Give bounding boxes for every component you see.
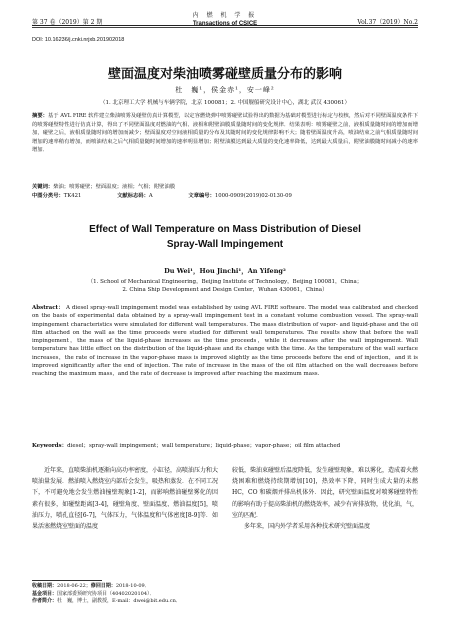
revised-label: 修回日期：	[90, 583, 116, 589]
abstract-cn	[32, 112, 418, 155]
abstract-en-label: Abstract：	[32, 305, 65, 311]
article-label: 文章编号：	[188, 193, 215, 199]
footnote-author	[32, 598, 418, 606]
doc-label: 文献标志码：	[117, 193, 149, 199]
abstract-en-text: A diesel spray-wall impingement model was established by using AVL FIRE software. The model was calibrated and checked on the basis of experimental data obtained by a spray-wall impingement test in a constant volume combustion vessel. The spray-wall impingement characteristics were simulated for different wall temperatures. The mass distribution of vapor- and liquid-phase and the oil film attached on the wall as the time proceeds were studied for different wall temperatures. The results show that before the wall impingement，the mass of the liquid-phase increases as the time proceeds，while it decreases after the wall impingement. Wall temperature has little effect on the distribution of the liquid-phase and its change with the time. As the temperature of the wall surface increases，the rate of increase in the vapor-phase mass is improved slightly as the time proceeds before the end of injection，and it is improved significantly after the end of injection. The rate of increase in the mass of the oil film attached on the wall decreases before reaching the maximum mass，and the rate of decrease is improved after reaching the maximum mass.	[32, 305, 419, 378]
abstract-cn-text: 基于 AVL FIRE 软件建立柴油喷雾及碰壁仿真计算模型，以定容燃烧弹中喷雾碰壁试验得出的数据为基础对模型进行标定与校核，然后对不同壁面温度条件下的喷雾碰壁特性进行仿真计算，得出了不同壁面温度对燃油的气相、液相和附壁油膜质量随时间的变化规律．结果表明：喷雾碰壁之前，液相质量随时间的增加而增加，碰壁之后，液相质量随时间的增加而减少；壁面温度对空间液相质量的分布及其随时间的变化规律影响不大；随着壁面温度升高，喷油结束之前气相质量随时间增加的速率稍有增加，而喷油结束之后气相质量随时间增加的速率明显增加；附壁油膜达到最大质量的变化速率降低，达到最大质量后，附壁油膜随时间减小的速率增加．	[32, 113, 418, 154]
classification-row	[32, 191, 418, 199]
keywords-cn	[32, 182, 418, 190]
keywords-en-label: Keywords：	[32, 443, 68, 449]
fund-text: 国家部委预研究协项目（40402020104）．	[57, 590, 155, 597]
keywords-en	[32, 441, 418, 449]
affiliation-en	[0, 278, 450, 295]
doc-value: A	[148, 193, 153, 199]
body-column-right	[232, 465, 418, 532]
author-label: 作者简介：	[32, 598, 58, 604]
authors-cn: 杜 巍¹，侯金赤¹，安一峰²	[175, 86, 275, 94]
volume-issue-en: Vol.37（2019）No.2	[357, 19, 418, 26]
keywords-cn-label: 关键词：	[32, 184, 54, 190]
doi: DOI: 10.16236/j.cnki.nrjxb.201902018	[32, 37, 125, 43]
clc-value: TK421	[63, 193, 82, 199]
revised-date: 2018-10-09．	[115, 583, 150, 589]
body-paragraph: 较低，柴油束碰壁后温度降低，发生碰壁现象，难以雾化，造成着火燃烧困难和燃烧持续期增加[10]，热效率下降，同时生成大量的未燃 HC，CO 和碳烟并排出机体外．因此，研究壁面温度对喷雾碰壁特性的影响有助于提高柴油机的燃烧效率，减少有害排放物，优化油，气，室的匹配．	[232, 467, 419, 519]
keywords-cn-text: 柴油；喷雾碰壁；壁面温度；液相；气相；附壁油膜	[53, 184, 176, 190]
footnotes	[32, 583, 418, 606]
title-en-line2: Spray-Wall Impingement	[166, 239, 284, 250]
affiliation-cn: （1. 北京理工大学 机械与车辆学院，北京 100081；2. 中国舰船研究设计中心，湖北 武汉 430061）	[100, 100, 350, 106]
article-value: 1000-0909(2019)02-0130-09	[214, 193, 292, 199]
page-header	[32, 10, 418, 32]
journal-name-cn: 内 燃 机 学 报	[192, 12, 258, 19]
footnote-fund	[32, 591, 418, 599]
volume-issue-cn: 第 37 卷（2019）第 2 期	[32, 19, 103, 26]
affiliation-en-line2: 2. China Ship Development and Design Center，Wuhan 430061，China）	[122, 287, 328, 294]
body-column-left	[32, 465, 218, 532]
title-en	[0, 222, 450, 252]
title-en-line1: Effect of Wall Temperature on Mass Distribution of Diesel	[89, 224, 361, 235]
footnote-rule	[32, 580, 102, 581]
clc-label: 中图分类号：	[32, 193, 64, 199]
document-code	[117, 193, 153, 199]
keywords-en-text: diesel；spray-wall impingement；wall temperature；liquid-phase；vapor-phase；oil film attached	[67, 443, 341, 449]
abstract-cn-label: 摘要：	[32, 113, 48, 119]
received-date: 2018-06-22；	[57, 583, 91, 589]
fund-label: 基金项目：	[32, 590, 58, 597]
body-paragraph: 近年来，直喷柴油机逐渐向高功率密度，小缸径，高喷油压力和大喷油量发展．燃油喷入燃烧室内部后会发生，吸热和蒸发．在不同工况下，不可避免地会发生燃油撞壁现象[1-2]，而影响燃油碰壁雾化的因素有很多，如碰壁距离[3-4]，碰壁角度、壁面温度、燃油温度[5]，喷油压力，喷孔直径[6-7]，气体压力，气体温度和气体密度[8-9]等．如果活塞燃烧室壁面的温度	[32, 467, 219, 531]
abstract-en	[32, 304, 418, 379]
title-cn: 壁面温度对柴油喷雾碰壁质量分布的影响	[107, 67, 342, 82]
header-rule-thin	[32, 27, 418, 28]
authors-en: Du Wei¹，Hou Jinchi¹，An Yifeng²	[164, 267, 286, 275]
body-paragraph: 多年来，国内外学者采用各种技术研究壁面温度	[244, 523, 371, 531]
clc-number	[32, 193, 81, 199]
affiliation-en-line1: （1. School of Mechanical Engineering，Beijing Institute of Technology，Beijing 100081，China；	[87, 279, 363, 285]
article-number	[188, 193, 291, 199]
received-label: 收稿日期：	[32, 583, 58, 589]
footnote-dates	[32, 583, 418, 591]
author-text: 杜 巍，博士，副教授，E-mail：dwei@bit.edu.cn．	[57, 598, 181, 604]
header-rule	[32, 25, 418, 26]
journal-name-en: Transactions of CSICE	[192, 21, 258, 27]
